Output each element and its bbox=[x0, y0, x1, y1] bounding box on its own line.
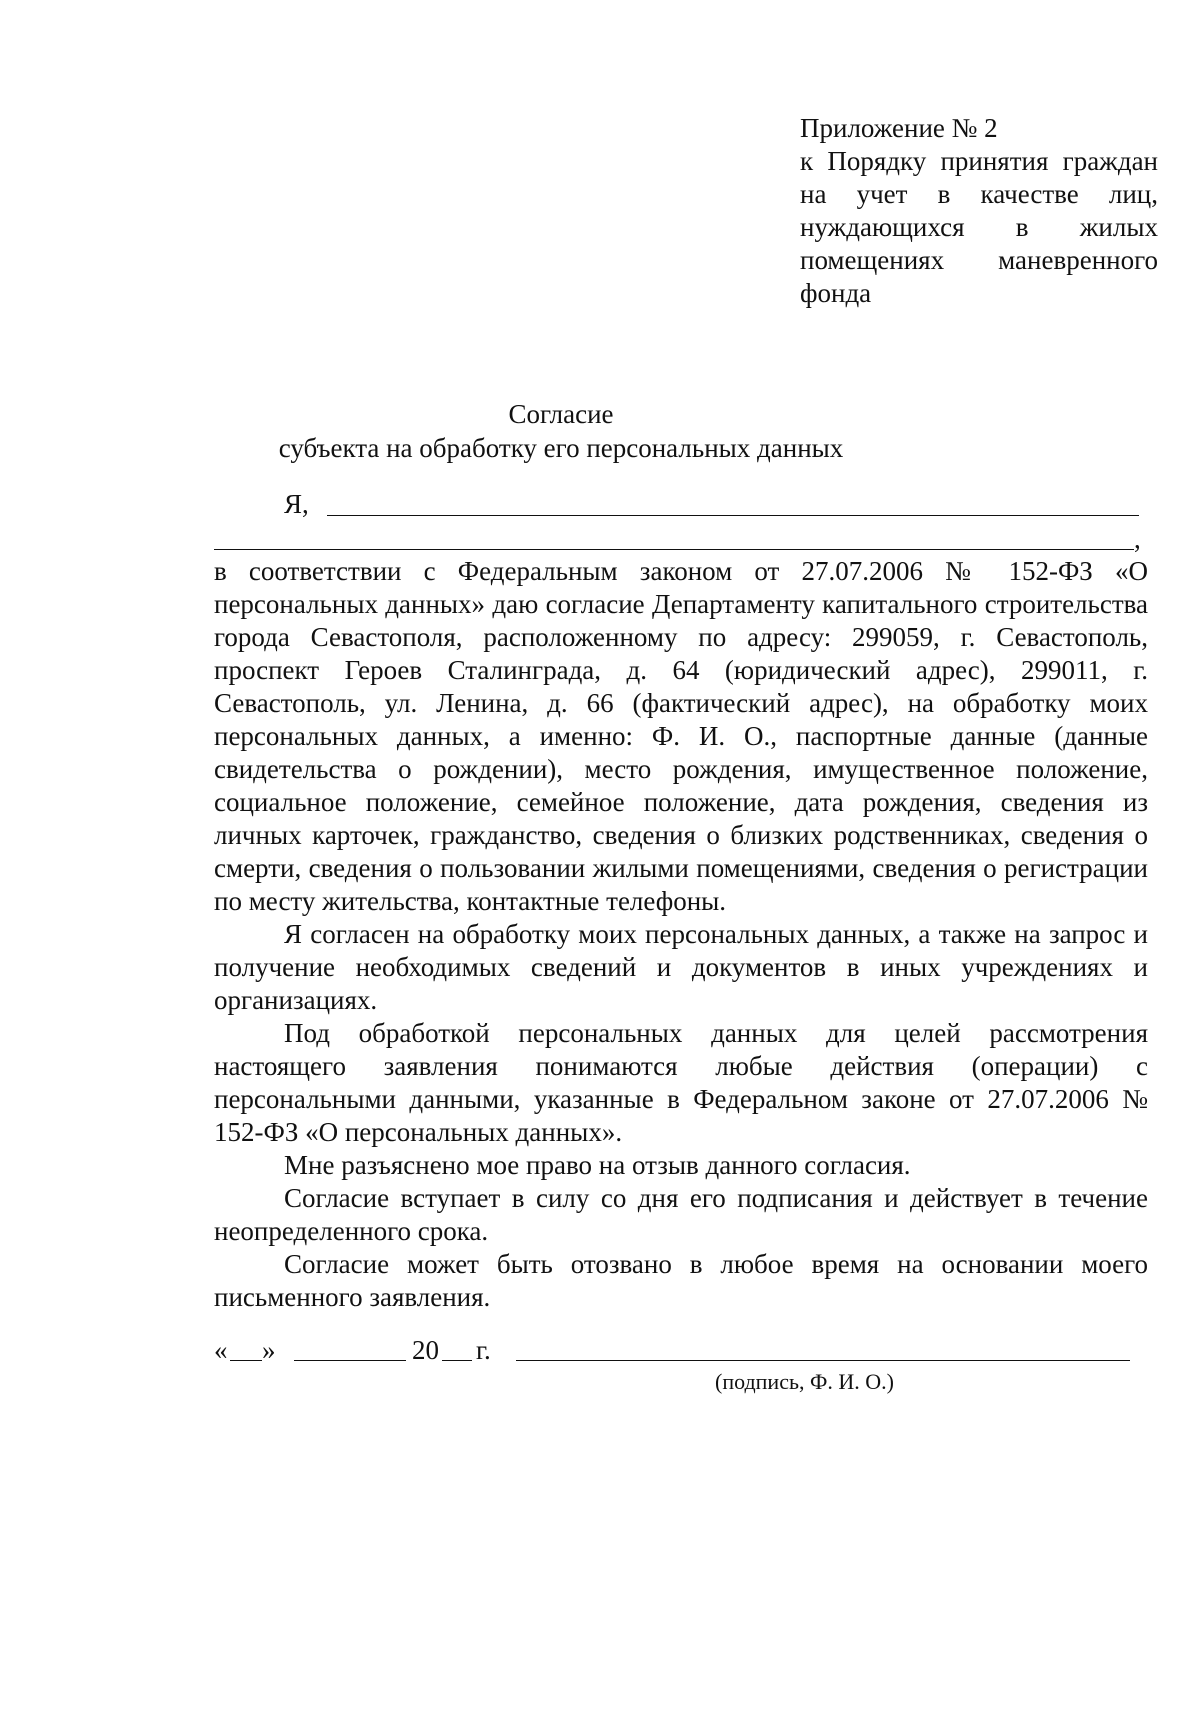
consent-body bbox=[214, 555, 1148, 1314]
name-blank-line bbox=[327, 515, 1139, 516]
paragraph: Я согласен на обработку моих персональных данных, а также на запрос и получение необходимых сведений и документов в иных учреждениях и организациях. bbox=[214, 919, 1148, 1015]
signature-row bbox=[214, 1334, 1148, 1370]
day-blank bbox=[230, 1360, 262, 1361]
month-blank bbox=[294, 1360, 406, 1361]
name-field-row-2 bbox=[214, 524, 1144, 557]
appendix-line: помещениях маневренного bbox=[800, 245, 1158, 275]
comma: , bbox=[1134, 524, 1141, 554]
paragraph: в соответствии с Федеральным законом от 27.07.2006 № 152-ФЗ «О персональных данных» даю согласие Департаменту капитального строительства города Севастополя, расположенному по адресу: 299059, г. Севастополь, проспект Героев Сталинграда, д. 64 (юридический адрес), 299011, г. Севастополь, ул. Ленина, д. 66 (фактический адрес), на обработку моих персональных данных, а именно: Ф. И. О., паспортные данные (данные свидетельства о рождении), место рождения, имущественное положение, социальное положение, семейное положение, дата рождения, сведения из личных карточек, гражданство, сведения о близких родственниках, сведения о смерти, сведения о пользовании жилыми помещениями, сведения о регистрации по месту жительства, контактные телефоны. bbox=[214, 556, 1148, 916]
close-quote: » bbox=[262, 1335, 276, 1365]
year-suffix: г. bbox=[476, 1335, 491, 1365]
year-blank bbox=[442, 1360, 472, 1361]
appendix-line: на учет в качестве лиц, bbox=[800, 179, 1158, 209]
ya-label: Я, bbox=[284, 489, 309, 519]
paragraph: Согласие вступает в силу со дня его подписания и действует в течение неопределенного срока. bbox=[214, 1183, 1148, 1246]
open-quote: « bbox=[214, 1335, 228, 1365]
title-line-2: субъекта на обработку его персональных данных bbox=[278, 433, 844, 463]
name-field-row bbox=[284, 488, 1144, 521]
appendix-line: к Порядку принятия граждан bbox=[800, 146, 1158, 176]
appendix-line: фонда bbox=[800, 278, 872, 308]
title-line-1: Согласие bbox=[508, 399, 614, 429]
appendix-line: нуждающихся в жилых bbox=[800, 212, 1158, 242]
appendix-header bbox=[800, 112, 1158, 310]
signature-blank bbox=[516, 1360, 1130, 1361]
paragraph: Согласие может быть отозвано в любое время на основании моего письменного заявления. bbox=[214, 1249, 1148, 1312]
paragraph: Мне разъяснено мое право на отзыв данного согласия. bbox=[284, 1150, 911, 1180]
appendix-number: Приложение № 2 bbox=[800, 113, 998, 143]
signature-caption: (подпись, Ф. И. О.) bbox=[715, 1369, 894, 1394]
document-title bbox=[0, 397, 1200, 465]
year-prefix: 20 bbox=[412, 1335, 439, 1365]
name-blank-line-2 bbox=[214, 549, 1134, 550]
paragraph: Под обработкой персональных данных для целей рассмотрения настоящего заявления понимаются любые действия (операции) с персональными данными, указанные в Федеральном законе от 27.07.2006 № 152-ФЗ «О персональных данных». bbox=[214, 1018, 1148, 1147]
